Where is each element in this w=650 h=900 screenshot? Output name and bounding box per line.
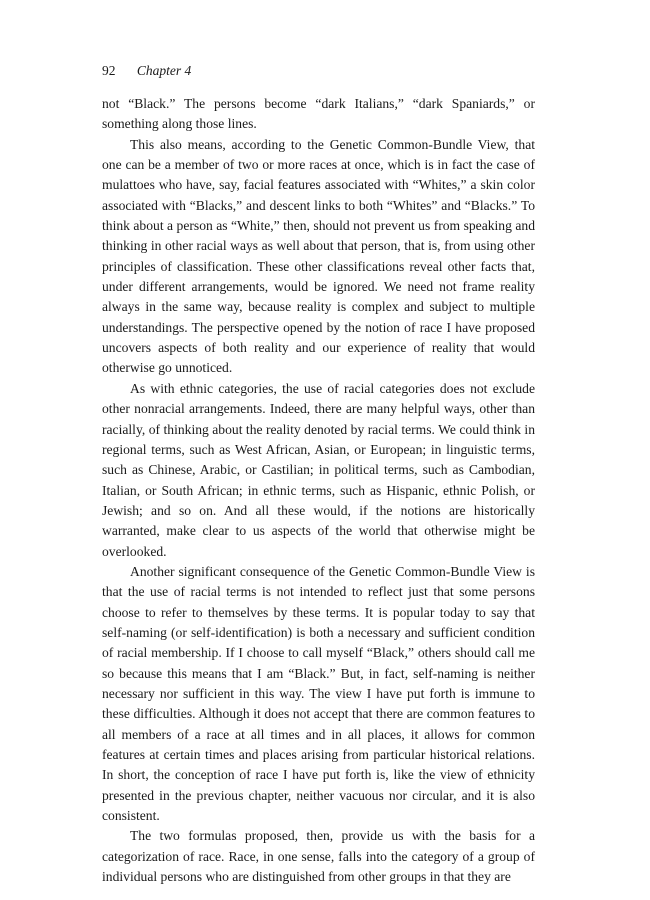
running-head	[102, 62, 535, 84]
paragraph-multiple-races: This also means, according to the Genetic Common-Bundle View, that one can be a member of two or more races at once, which is in fact the case of mulattoes who have, say, facial features associated with “Whites,” a skin color associated with “Blacks,” and descent links to both “Whites” and “Blacks.” To think about a person as “White,” then, should not prevent us from speaking and thinking in other racial ways as well about that person, that is, from using other principles of classification. These other classifications reveal other facts that, under different arrangements, would be ignored. We need not frame reality always in the same way, because reality is complex and subject to multiple understandings. The perspective opened by the notion of race I have proposed uncovers aspects of both reality and our experience of reality that would otherwise go unnoticed.	[102, 136, 535, 376]
book-page	[102, 62, 535, 887]
chapter-title: Chapter 4	[136, 63, 192, 78]
page-number: 92	[102, 63, 116, 78]
body-text	[102, 94, 535, 887]
paragraph-continuation: not “Black.” The persons become “dark Italians,” “dark Spaniards,” or something along those lines.	[102, 96, 535, 132]
paragraph-nonracial-arrangements: As with ethnic categories, the use of racial categories does not exclude other nonracial arrangements. Indeed, there are many helpful ways, other than racially, of thinking about the reality denoted by racial terms. We could think in regional terms, such as West African, Asian, or European; in linguistic terms, such as Chinese, Arabic, or Castilian; in political terms, such as Cambodian, Italian, or South African; in ethnic terms, such as Hispanic, ethnic Polish, or Jewish; and so on. And all these would, if the notions are historically warranted, make clear to us aspects of the world that otherwise might be overlooked.	[102, 380, 535, 559]
paragraph-self-naming: Another significant consequence of the Genetic Common-Bundle View is that the use of racial terms is not intended to reflect just that some persons choose to refer to themselves by these terms. It is popular today to say that self-naming (or self-identification) is both a necessary and sufficient condition of racial membership. If I choose to call myself “Black,” others should call me so because this means that I am “Black.” But, in fact, self-naming is neither necessary nor sufficient in this way. The view I have put forth is immune to these difficulties. Although it does not accept that there are common features to all members of a race at all times and in all places, it allows for common features at certain times and places arising from particular historical relations. In short, the conception of race I have put forth is, like the view of ethnicity presented in the previous chapter, neither vacuous nor circular, and it is also consistent.	[102, 563, 535, 824]
paragraph-categorization: The two formulas proposed, then, provide us with the basis for a categorization of race. Race, in one sense, falls into the category of a group of individual persons who are distinguished from other groups in that they are	[102, 828, 535, 885]
